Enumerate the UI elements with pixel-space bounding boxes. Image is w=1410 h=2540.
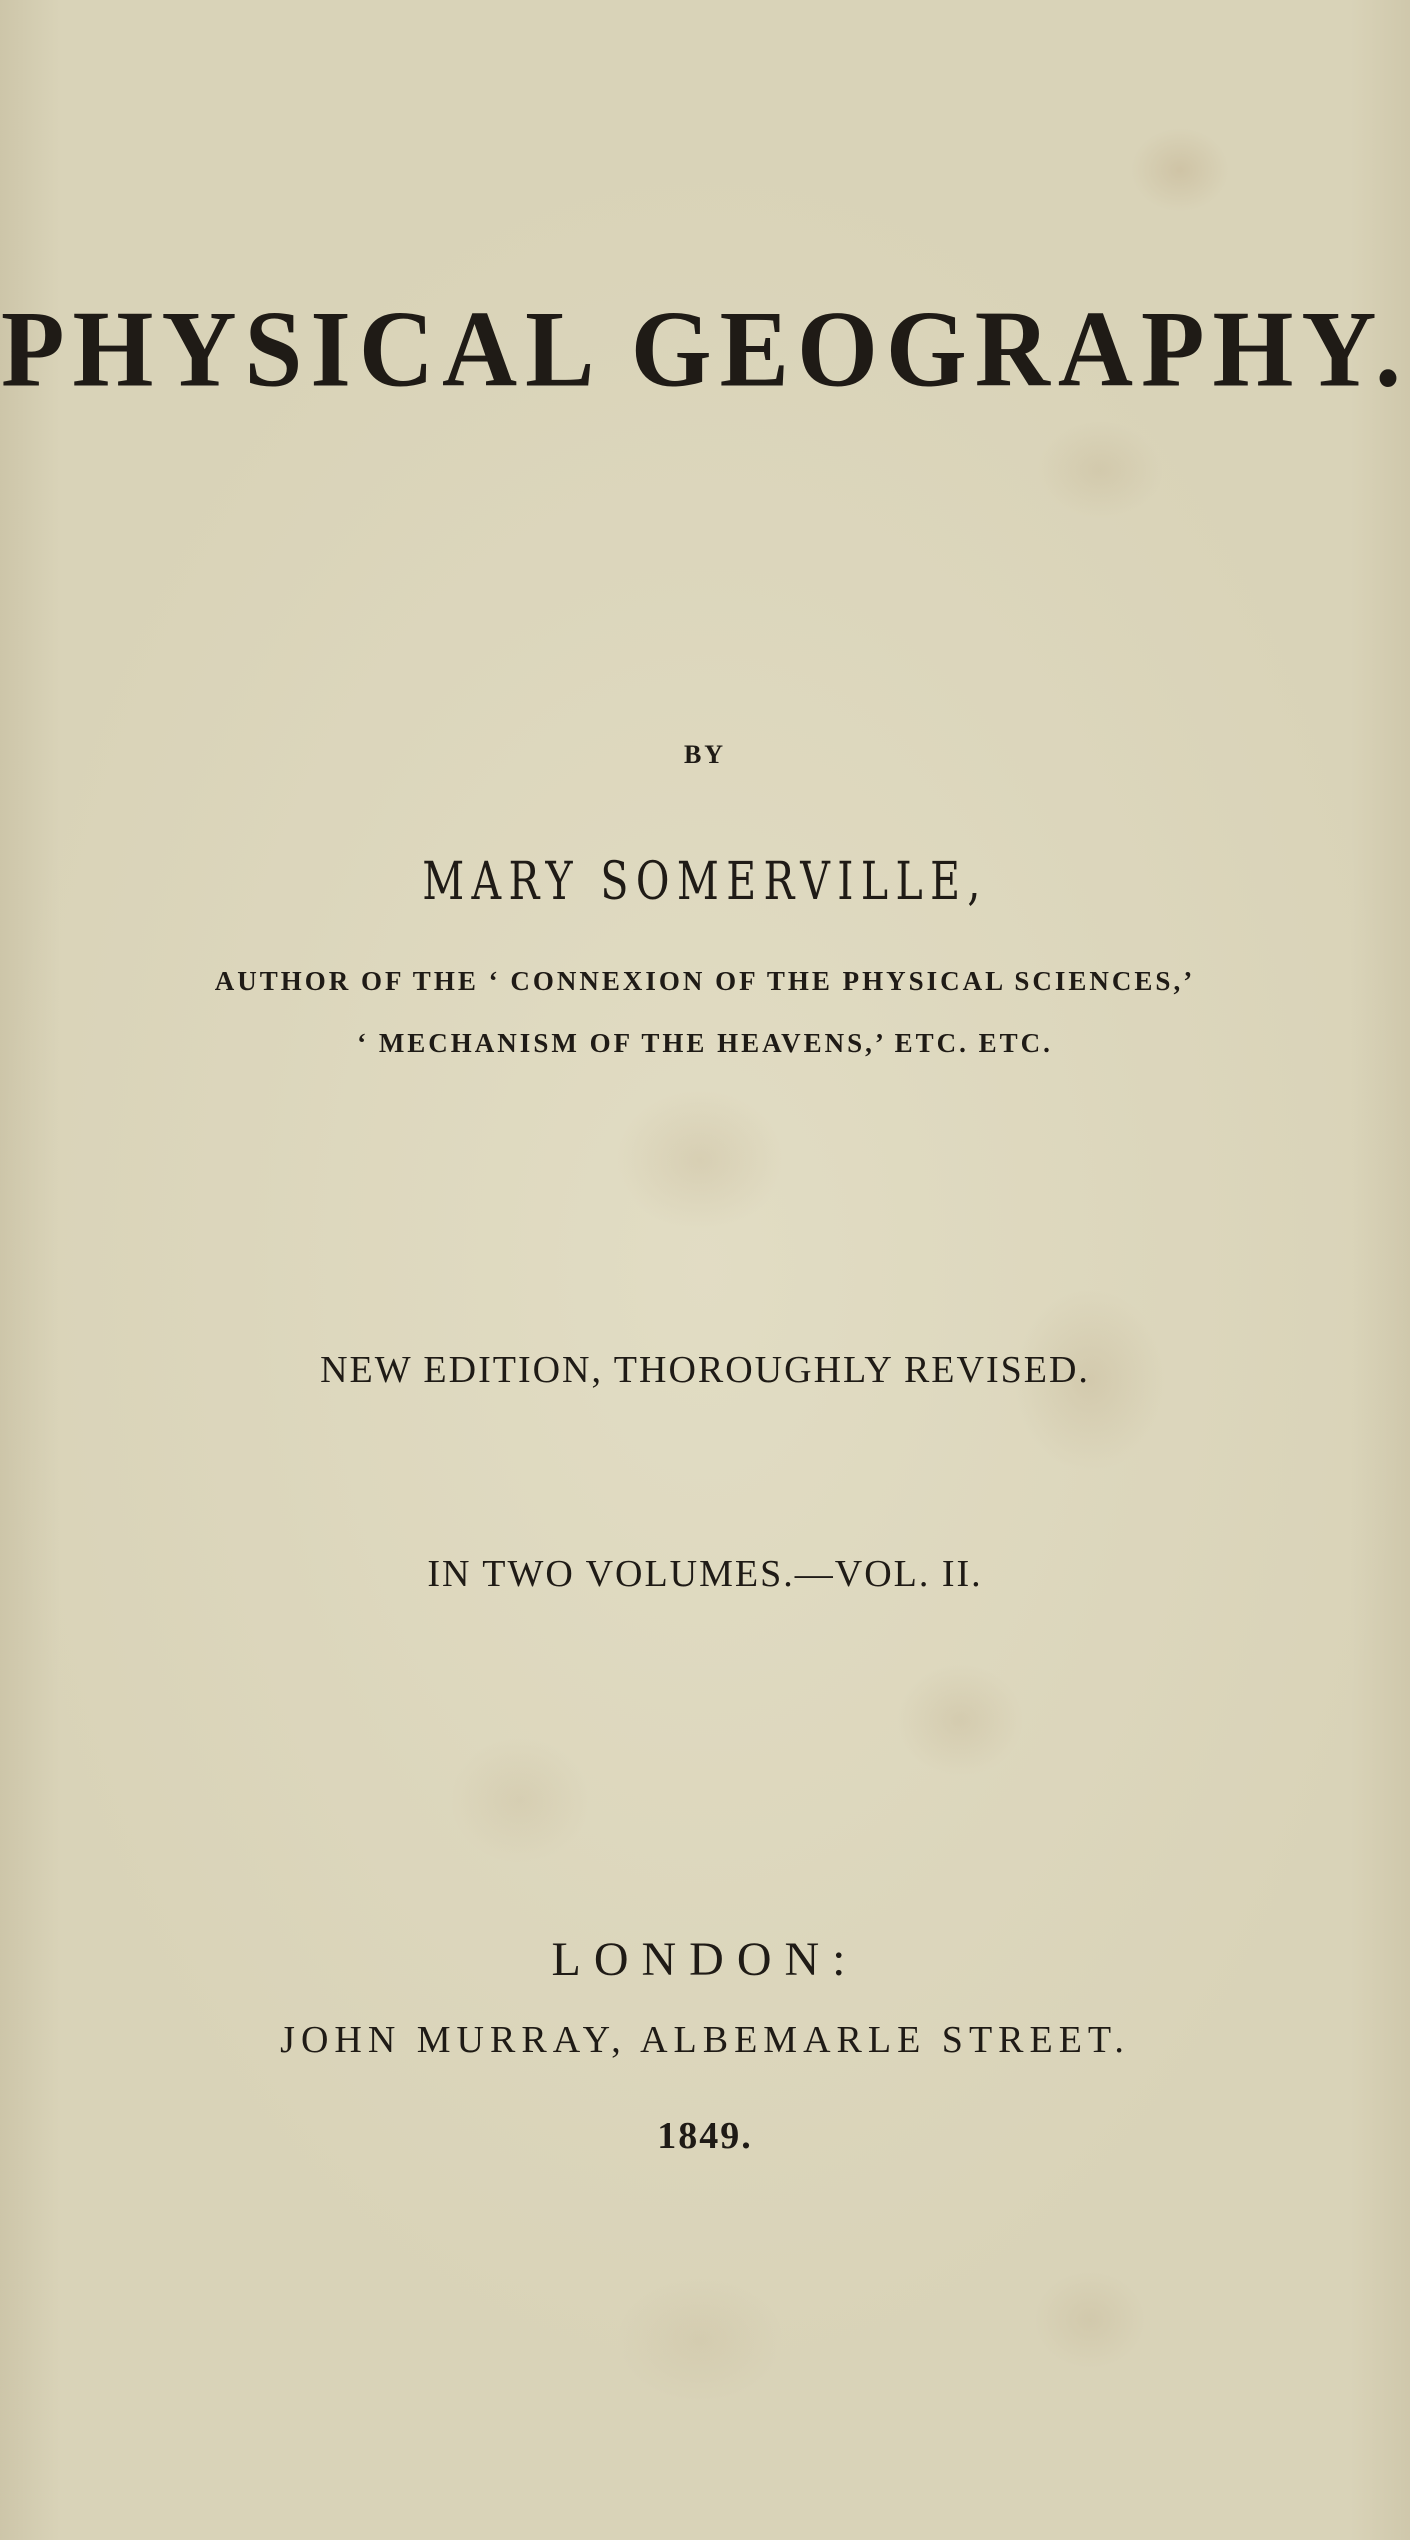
volume-statement: IN TWO VOLUMES.—VOL. II.: [427, 1553, 983, 1595]
book-title: PHYSICAL GEOGRAPHY.: [1, 289, 1409, 410]
author-credit-line-1: AUTHOR OF THE ‘ CONNEXION OF THE PHYSICAL SCIENCES,’: [214, 966, 1196, 996]
imprint-publisher: JOHN MURRAY, ALBEMARLE STREET.: [280, 2019, 1130, 2061]
by-line: BY: [683, 740, 727, 769]
edition-statement: NEW EDITION, THOROUGHLY REVISED.: [320, 1349, 1090, 1391]
author-name: MARY SOMERVILLE,: [422, 850, 988, 912]
imprint-year: 1849.: [657, 2115, 753, 2157]
author-credit-line-2: ‘ MECHANISM OF THE HEAVENS,’ ETC. ETC.: [357, 1028, 1053, 1058]
imprint-city: LONDON:: [551, 1933, 859, 1986]
